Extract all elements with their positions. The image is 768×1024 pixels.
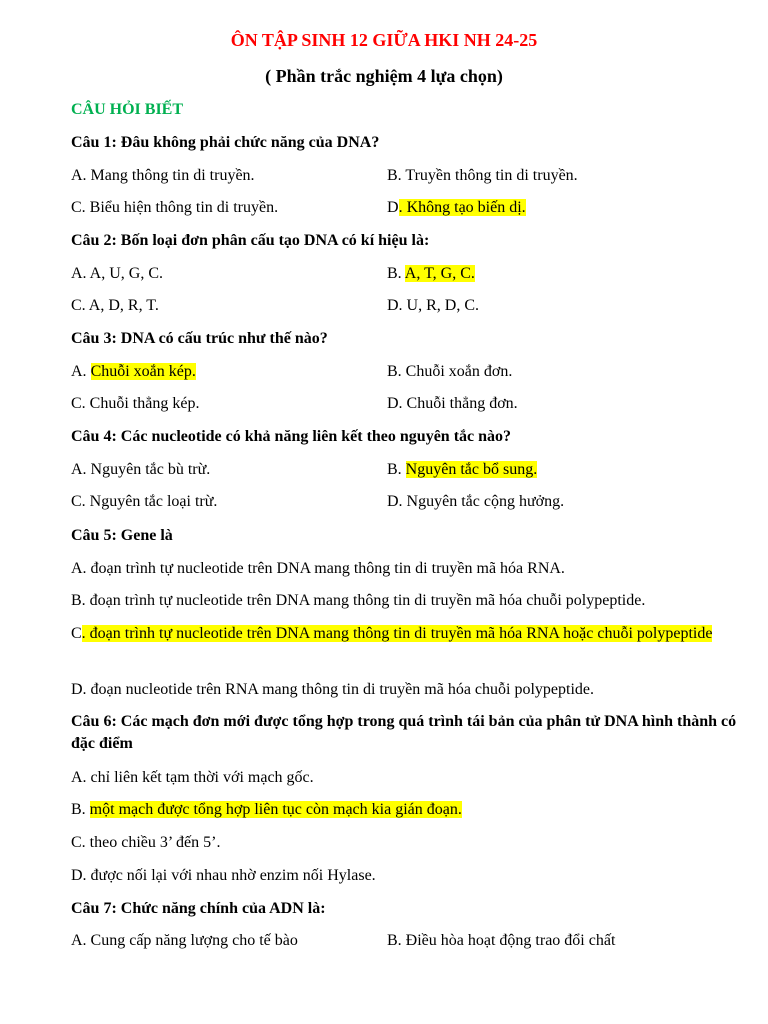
q3-option-c: C. Chuỗi thẳng kép. <box>71 395 200 412</box>
q6-option-a: A. chỉ liên kết tạm thời với mạch gốc. <box>71 769 314 786</box>
q2-option-d: D. U, R, D, C. <box>387 297 480 314</box>
q2-option-a: A. A, U, G, C. <box>71 265 164 282</box>
question-1: Câu 1: Đâu không phải chức năng của DNA? <box>71 134 380 151</box>
question-2: Câu 2: Bốn loại đơn phân cấu tạo DNA có kí hiệu là: <box>71 232 430 249</box>
q2-option-b <box>387 263 475 285</box>
q1-option-c: C. Biểu hiện thông tin di truyền. <box>71 199 279 216</box>
q4-answer-highlight: Nguyên tắc bổ sung. <box>405 461 538 478</box>
q4-option-b-letter: B. <box>387 461 406 478</box>
question-3: Câu 3: DNA có cấu trúc như thế nào? <box>71 330 328 347</box>
q1-option-a: A. Mang thông tin di truyền. <box>71 167 255 184</box>
q1-option-b: B. Truyền thông tin di truyền. <box>387 167 578 184</box>
q4-option-c: C. Nguyên tắc loại trừ. <box>71 493 218 510</box>
question-5: Câu 5: Gene là <box>71 527 173 544</box>
q3-answer-highlight: Chuỗi xoắn kép. <box>90 363 196 380</box>
q4-option-a: A. Nguyên tắc bù trừ. <box>71 461 211 478</box>
q5-option-a: A. đoạn trình tự nucleotide trên DNA mang thông tin di truyền mã hóa RNA. <box>71 560 565 577</box>
q5-option-c <box>71 623 721 645</box>
q6-option-b <box>71 799 462 821</box>
q7-option-a: A. Cung cấp năng lượng cho tế bào <box>71 932 298 949</box>
q3-option-d: D. Chuỗi thẳng đơn. <box>387 395 518 412</box>
q6-answer-highlight: một mạch được tổng hợp liên tục còn mạch kia gián đoạn. <box>89 801 462 818</box>
q3-option-a-letter: A. <box>71 363 91 380</box>
question-4: Câu 4: Các nucleotide có khả năng liên kết theo nguyên tắc nào? <box>71 428 512 445</box>
question-7: Câu 7: Chức năng chính của ADN là: <box>71 900 326 917</box>
q5-option-b: B. đoạn trình tự nucleotide trên DNA mang thông tin di truyền mã hóa chuỗi polypeptide. <box>71 592 646 609</box>
q1-option-d <box>387 197 526 219</box>
q2-option-b-letter: B. <box>387 265 405 282</box>
q6-option-c: C. theo chiều 3’ đến 5’. <box>71 834 221 851</box>
q1-answer-highlight: . Không tạo biến dị. <box>398 199 526 216</box>
q4-option-b <box>387 459 537 481</box>
q6-option-d: D. được nối lại với nhau nhờ enzim nối Hylase. <box>71 867 376 884</box>
q7-option-b: B. Điều hòa hoạt động trao đổi chất <box>387 932 616 949</box>
q5-option-c-letter: C <box>71 625 82 642</box>
q1-option-d-letter: D <box>387 199 399 216</box>
q2-option-c: C. A, D, R, T. <box>71 297 159 314</box>
page-subtitle: ( Phần trắc nghiệm 4 lựa chọn) <box>265 66 503 86</box>
q6-option-b-letter: B. <box>71 801 90 818</box>
q3-option-a <box>71 361 196 383</box>
section-heading: CÂU HỎI BIẾT <box>71 101 184 118</box>
q2-answer-highlight: A, T, G, C. <box>404 265 475 282</box>
page-title: ÔN TẬP SINH 12 GIỮA HKI NH 24-25 <box>230 30 538 50</box>
q5-option-d: D. đoạn nucleotide trên RNA mang thông tin di truyền mã hóa chuỗi polypeptide. <box>71 681 595 698</box>
q3-option-b: B. Chuỗi xoắn đơn. <box>387 363 513 380</box>
q5-answer-highlight: . đoạn trình tự nucleotide trên DNA mang thông tin di truyền mã hóa RNA hoặc chuỗi polypeptide <box>81 625 713 642</box>
question-6: Câu 6: Các mạch đơn mới được tổng hợp trong quá trình tái bản của phân tử DNA hình thành có đặc điểm <box>71 713 737 752</box>
q4-option-d: D. Nguyên tắc cộng hưởng. <box>387 493 565 510</box>
